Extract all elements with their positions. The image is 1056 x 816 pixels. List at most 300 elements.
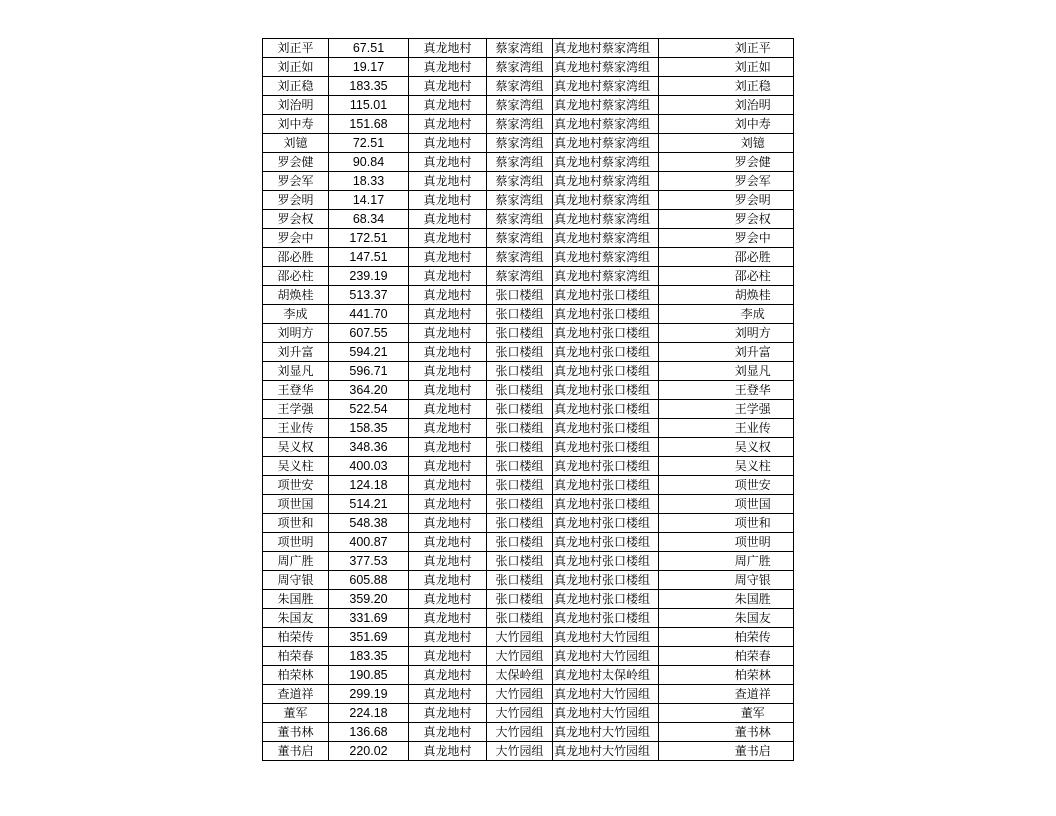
name-repeat-cell: 王学强 (713, 400, 794, 419)
name-repeat-cell: 项世安 (713, 476, 794, 495)
table-row (263, 685, 794, 704)
table-row (263, 229, 794, 248)
table-row (263, 286, 794, 305)
blank-cell (659, 58, 713, 77)
name-cell: 王登华 (263, 381, 329, 400)
location-cell: 真龙地村张口楼组 (553, 400, 659, 419)
group-cell: 蔡家湾组 (487, 77, 553, 96)
area-cell: 594.21 (329, 343, 409, 362)
blank-cell (659, 39, 713, 58)
name-cell: 李成 (263, 305, 329, 324)
location-cell: 真龙地村蔡家湾组 (553, 229, 659, 248)
blank-cell (659, 115, 713, 134)
group-cell: 张口楼组 (487, 324, 553, 343)
village-cell: 真龙地村 (409, 400, 487, 419)
area-cell: 183.35 (329, 77, 409, 96)
table-row (263, 381, 794, 400)
blank-cell (659, 286, 713, 305)
group-cell: 蔡家湾组 (487, 248, 553, 267)
blank-cell (659, 343, 713, 362)
blank-cell (659, 552, 713, 571)
blank-cell (659, 153, 713, 172)
group-cell: 蔡家湾组 (487, 210, 553, 229)
location-cell: 真龙地村张口楼组 (553, 552, 659, 571)
name-cell: 项世和 (263, 514, 329, 533)
location-cell: 真龙地村蔡家湾组 (553, 39, 659, 58)
data-table (262, 38, 794, 761)
table-row (263, 77, 794, 96)
name-cell: 刘镱 (263, 134, 329, 153)
area-cell: 19.17 (329, 58, 409, 77)
name-cell: 项世国 (263, 495, 329, 514)
name-repeat-cell: 刘正平 (713, 39, 794, 58)
name-repeat-cell: 刘镱 (713, 134, 794, 153)
village-cell: 真龙地村 (409, 552, 487, 571)
blank-cell (659, 533, 713, 552)
name-cell: 罗会健 (263, 153, 329, 172)
village-cell: 真龙地村 (409, 628, 487, 647)
village-cell: 真龙地村 (409, 438, 487, 457)
name-cell: 刘中寿 (263, 115, 329, 134)
location-cell: 真龙地村蔡家湾组 (553, 96, 659, 115)
area-cell: 522.54 (329, 400, 409, 419)
village-cell: 真龙地村 (409, 134, 487, 153)
area-cell: 72.51 (329, 134, 409, 153)
blank-cell (659, 590, 713, 609)
group-cell: 大竹园组 (487, 685, 553, 704)
blank-cell (659, 571, 713, 590)
group-cell: 蔡家湾组 (487, 58, 553, 77)
village-cell: 真龙地村 (409, 457, 487, 476)
name-cell: 罗会权 (263, 210, 329, 229)
table-row (263, 96, 794, 115)
area-cell: 67.51 (329, 39, 409, 58)
name-repeat-cell: 柏荣传 (713, 628, 794, 647)
blank-cell (659, 172, 713, 191)
location-cell: 真龙地村张口楼组 (553, 438, 659, 457)
village-cell: 真龙地村 (409, 362, 487, 381)
blank-cell (659, 514, 713, 533)
village-cell: 真龙地村 (409, 647, 487, 666)
area-cell: 377.53 (329, 552, 409, 571)
area-cell: 514.21 (329, 495, 409, 514)
group-cell: 太保岭组 (487, 666, 553, 685)
area-cell: 151.68 (329, 115, 409, 134)
name-cell: 罗会中 (263, 229, 329, 248)
area-cell: 147.51 (329, 248, 409, 267)
table-row (263, 115, 794, 134)
location-cell: 真龙地村张口楼组 (553, 457, 659, 476)
name-repeat-cell: 董书林 (713, 723, 794, 742)
blank-cell (659, 267, 713, 286)
blank-cell (659, 628, 713, 647)
group-cell: 张口楼组 (487, 476, 553, 495)
group-cell: 大竹园组 (487, 647, 553, 666)
name-cell: 刘正平 (263, 39, 329, 58)
name-cell: 罗会明 (263, 191, 329, 210)
table-row (263, 647, 794, 666)
name-repeat-cell: 刘中寿 (713, 115, 794, 134)
village-cell: 真龙地村 (409, 381, 487, 400)
name-repeat-cell: 吴义柱 (713, 457, 794, 476)
blank-cell (659, 457, 713, 476)
blank-cell (659, 362, 713, 381)
village-cell: 真龙地村 (409, 153, 487, 172)
village-cell: 真龙地村 (409, 286, 487, 305)
area-cell: 364.20 (329, 381, 409, 400)
name-cell: 项世明 (263, 533, 329, 552)
village-cell: 真龙地村 (409, 590, 487, 609)
group-cell: 蔡家湾组 (487, 153, 553, 172)
location-cell: 真龙地村张口楼组 (553, 609, 659, 628)
name-cell: 王学强 (263, 400, 329, 419)
group-cell: 张口楼组 (487, 286, 553, 305)
area-cell: 18.33 (329, 172, 409, 191)
table-row (263, 400, 794, 419)
name-cell: 柏荣传 (263, 628, 329, 647)
village-cell: 真龙地村 (409, 324, 487, 343)
group-cell: 蔡家湾组 (487, 134, 553, 153)
blank-cell (659, 495, 713, 514)
name-repeat-cell: 吴义权 (713, 438, 794, 457)
village-cell: 真龙地村 (409, 666, 487, 685)
name-cell: 董军 (263, 704, 329, 723)
table-body (263, 39, 794, 761)
name-repeat-cell: 胡焕桂 (713, 286, 794, 305)
name-repeat-cell: 董军 (713, 704, 794, 723)
name-repeat-cell: 刘正如 (713, 58, 794, 77)
location-cell: 真龙地村大竹园组 (553, 685, 659, 704)
village-cell: 真龙地村 (409, 609, 487, 628)
area-cell: 331.69 (329, 609, 409, 628)
table-row (263, 704, 794, 723)
village-cell: 真龙地村 (409, 514, 487, 533)
name-repeat-cell: 项世明 (713, 533, 794, 552)
village-cell: 真龙地村 (409, 77, 487, 96)
table-row (263, 438, 794, 457)
area-cell: 239.19 (329, 267, 409, 286)
name-repeat-cell: 罗会健 (713, 153, 794, 172)
name-cell: 刘正如 (263, 58, 329, 77)
group-cell: 蔡家湾组 (487, 39, 553, 58)
name-cell: 吴义权 (263, 438, 329, 457)
group-cell: 张口楼组 (487, 533, 553, 552)
group-cell: 张口楼组 (487, 590, 553, 609)
name-cell: 查道祥 (263, 685, 329, 704)
blank-cell (659, 96, 713, 115)
name-repeat-cell: 王业传 (713, 419, 794, 438)
village-cell: 真龙地村 (409, 172, 487, 191)
name-cell: 刘明方 (263, 324, 329, 343)
village-cell: 真龙地村 (409, 704, 487, 723)
area-cell: 158.35 (329, 419, 409, 438)
village-cell: 真龙地村 (409, 191, 487, 210)
blank-cell (659, 324, 713, 343)
name-repeat-cell: 王登华 (713, 381, 794, 400)
table-row (263, 248, 794, 267)
name-cell: 柏荣林 (263, 666, 329, 685)
table-row (263, 324, 794, 343)
name-cell: 周广胜 (263, 552, 329, 571)
name-cell: 周守银 (263, 571, 329, 590)
village-cell: 真龙地村 (409, 58, 487, 77)
location-cell: 真龙地村蔡家湾组 (553, 115, 659, 134)
village-cell: 真龙地村 (409, 495, 487, 514)
blank-cell (659, 438, 713, 457)
name-cell: 胡焕桂 (263, 286, 329, 305)
group-cell: 蔡家湾组 (487, 96, 553, 115)
village-cell: 真龙地村 (409, 39, 487, 58)
area-cell: 348.36 (329, 438, 409, 457)
blank-cell (659, 723, 713, 742)
name-repeat-cell: 朱国友 (713, 609, 794, 628)
blank-cell (659, 191, 713, 210)
table-row (263, 419, 794, 438)
name-repeat-cell: 董书启 (713, 742, 794, 761)
location-cell: 真龙地村蔡家湾组 (553, 134, 659, 153)
table-row (263, 590, 794, 609)
location-cell: 真龙地村张口楼组 (553, 476, 659, 495)
blank-cell (659, 77, 713, 96)
table-row (263, 457, 794, 476)
location-cell: 真龙地村大竹园组 (553, 723, 659, 742)
group-cell: 大竹园组 (487, 704, 553, 723)
table-row (263, 58, 794, 77)
blank-cell (659, 381, 713, 400)
area-cell: 90.84 (329, 153, 409, 172)
area-cell: 400.03 (329, 457, 409, 476)
location-cell: 真龙地村大竹园组 (553, 742, 659, 761)
location-cell: 真龙地村蔡家湾组 (553, 210, 659, 229)
village-cell: 真龙地村 (409, 476, 487, 495)
location-cell: 真龙地村张口楼组 (553, 419, 659, 438)
name-cell: 朱国胜 (263, 590, 329, 609)
blank-cell (659, 210, 713, 229)
area-cell: 190.85 (329, 666, 409, 685)
area-cell: 220.02 (329, 742, 409, 761)
name-cell: 董书林 (263, 723, 329, 742)
location-cell: 真龙地村张口楼组 (553, 381, 659, 400)
location-cell: 真龙地村张口楼组 (553, 362, 659, 381)
name-repeat-cell: 项世国 (713, 495, 794, 514)
group-cell: 张口楼组 (487, 362, 553, 381)
table-row (263, 628, 794, 647)
name-cell: 王业传 (263, 419, 329, 438)
table-row (263, 723, 794, 742)
location-cell: 真龙地村张口楼组 (553, 286, 659, 305)
village-cell: 真龙地村 (409, 267, 487, 286)
group-cell: 张口楼组 (487, 457, 553, 476)
area-cell: 351.69 (329, 628, 409, 647)
group-cell: 张口楼组 (487, 609, 553, 628)
group-cell: 张口楼组 (487, 419, 553, 438)
village-cell: 真龙地村 (409, 419, 487, 438)
blank-cell (659, 476, 713, 495)
location-cell: 真龙地村太保岭组 (553, 666, 659, 685)
table-row (263, 609, 794, 628)
village-cell: 真龙地村 (409, 343, 487, 362)
area-cell: 115.01 (329, 96, 409, 115)
name-repeat-cell: 邵必柱 (713, 267, 794, 286)
name-cell: 刘治明 (263, 96, 329, 115)
location-cell: 真龙地村大竹园组 (553, 704, 659, 723)
blank-cell (659, 305, 713, 324)
blank-cell (659, 647, 713, 666)
group-cell: 蔡家湾组 (487, 229, 553, 248)
group-cell: 张口楼组 (487, 343, 553, 362)
table-row (263, 39, 794, 58)
name-cell: 项世安 (263, 476, 329, 495)
group-cell: 大竹园组 (487, 628, 553, 647)
name-cell: 柏荣春 (263, 647, 329, 666)
table-row (263, 267, 794, 286)
group-cell: 张口楼组 (487, 552, 553, 571)
group-cell: 蔡家湾组 (487, 115, 553, 134)
name-cell: 朱国友 (263, 609, 329, 628)
name-repeat-cell: 周广胜 (713, 552, 794, 571)
area-cell: 548.38 (329, 514, 409, 533)
area-cell: 513.37 (329, 286, 409, 305)
name-repeat-cell: 项世和 (713, 514, 794, 533)
location-cell: 真龙地村张口楼组 (553, 590, 659, 609)
location-cell: 真龙地村蔡家湾组 (553, 248, 659, 267)
table-row (263, 305, 794, 324)
table-row (263, 666, 794, 685)
village-cell: 真龙地村 (409, 723, 487, 742)
area-cell: 14.17 (329, 191, 409, 210)
name-repeat-cell: 柏荣林 (713, 666, 794, 685)
group-cell: 张口楼组 (487, 514, 553, 533)
table-row (263, 343, 794, 362)
blank-cell (659, 229, 713, 248)
village-cell: 真龙地村 (409, 571, 487, 590)
table-row (263, 552, 794, 571)
name-repeat-cell: 刘显凡 (713, 362, 794, 381)
name-repeat-cell: 刘治明 (713, 96, 794, 115)
blank-cell (659, 400, 713, 419)
name-repeat-cell: 柏荣春 (713, 647, 794, 666)
name-repeat-cell: 刘正稳 (713, 77, 794, 96)
group-cell: 张口楼组 (487, 400, 553, 419)
name-cell: 罗会军 (263, 172, 329, 191)
location-cell: 真龙地村蔡家湾组 (553, 172, 659, 191)
group-cell: 张口楼组 (487, 305, 553, 324)
location-cell: 真龙地村张口楼组 (553, 533, 659, 552)
name-repeat-cell: 李成 (713, 305, 794, 324)
location-cell: 真龙地村大竹园组 (553, 647, 659, 666)
table-row (263, 134, 794, 153)
location-cell: 真龙地村蔡家湾组 (553, 191, 659, 210)
name-repeat-cell: 刘升富 (713, 343, 794, 362)
village-cell: 真龙地村 (409, 742, 487, 761)
location-cell: 真龙地村蔡家湾组 (553, 77, 659, 96)
group-cell: 大竹园组 (487, 742, 553, 761)
location-cell: 真龙地村张口楼组 (553, 495, 659, 514)
blank-cell (659, 248, 713, 267)
village-cell: 真龙地村 (409, 210, 487, 229)
village-cell: 真龙地村 (409, 685, 487, 704)
table-row (263, 172, 794, 191)
blank-cell (659, 685, 713, 704)
blank-cell (659, 609, 713, 628)
group-cell: 张口楼组 (487, 438, 553, 457)
area-cell: 136.68 (329, 723, 409, 742)
area-cell: 224.18 (329, 704, 409, 723)
name-cell: 邵必柱 (263, 267, 329, 286)
location-cell: 真龙地村蔡家湾组 (553, 58, 659, 77)
name-repeat-cell: 罗会权 (713, 210, 794, 229)
location-cell: 真龙地村张口楼组 (553, 324, 659, 343)
group-cell: 大竹园组 (487, 723, 553, 742)
location-cell: 真龙地村张口楼组 (553, 305, 659, 324)
area-cell: 607.55 (329, 324, 409, 343)
village-cell: 真龙地村 (409, 96, 487, 115)
group-cell: 蔡家湾组 (487, 191, 553, 210)
name-repeat-cell: 刘明方 (713, 324, 794, 343)
table-row (263, 742, 794, 761)
village-cell: 真龙地村 (409, 115, 487, 134)
name-repeat-cell: 周守银 (713, 571, 794, 590)
table-row (263, 153, 794, 172)
location-cell: 真龙地村张口楼组 (553, 514, 659, 533)
location-cell: 真龙地村张口楼组 (553, 571, 659, 590)
blank-cell (659, 742, 713, 761)
village-cell: 真龙地村 (409, 305, 487, 324)
name-cell: 刘正稳 (263, 77, 329, 96)
name-repeat-cell: 罗会明 (713, 191, 794, 210)
table-row (263, 210, 794, 229)
name-cell: 刘升富 (263, 343, 329, 362)
village-cell: 真龙地村 (409, 229, 487, 248)
group-cell: 张口楼组 (487, 571, 553, 590)
location-cell: 真龙地村张口楼组 (553, 343, 659, 362)
table-row (263, 495, 794, 514)
area-cell: 359.20 (329, 590, 409, 609)
name-repeat-cell: 朱国胜 (713, 590, 794, 609)
name-cell: 邵必胜 (263, 248, 329, 267)
name-repeat-cell: 罗会军 (713, 172, 794, 191)
blank-cell (659, 419, 713, 438)
area-cell: 172.51 (329, 229, 409, 248)
table-row (263, 362, 794, 381)
location-cell: 真龙地村大竹园组 (553, 628, 659, 647)
location-cell: 真龙地村蔡家湾组 (553, 267, 659, 286)
village-cell: 真龙地村 (409, 248, 487, 267)
area-cell: 183.35 (329, 647, 409, 666)
blank-cell (659, 134, 713, 153)
group-cell: 蔡家湾组 (487, 267, 553, 286)
table-row (263, 191, 794, 210)
area-cell: 124.18 (329, 476, 409, 495)
area-cell: 400.87 (329, 533, 409, 552)
table-row (263, 476, 794, 495)
area-cell: 605.88 (329, 571, 409, 590)
blank-cell (659, 704, 713, 723)
table-row (263, 533, 794, 552)
group-cell: 张口楼组 (487, 495, 553, 514)
area-cell: 68.34 (329, 210, 409, 229)
table-row (263, 514, 794, 533)
area-cell: 441.70 (329, 305, 409, 324)
name-repeat-cell: 罗会中 (713, 229, 794, 248)
area-cell: 596.71 (329, 362, 409, 381)
name-cell: 董书启 (263, 742, 329, 761)
village-cell: 真龙地村 (409, 533, 487, 552)
location-cell: 真龙地村蔡家湾组 (553, 153, 659, 172)
group-cell: 蔡家湾组 (487, 172, 553, 191)
name-cell: 吴义柱 (263, 457, 329, 476)
name-cell: 刘显凡 (263, 362, 329, 381)
